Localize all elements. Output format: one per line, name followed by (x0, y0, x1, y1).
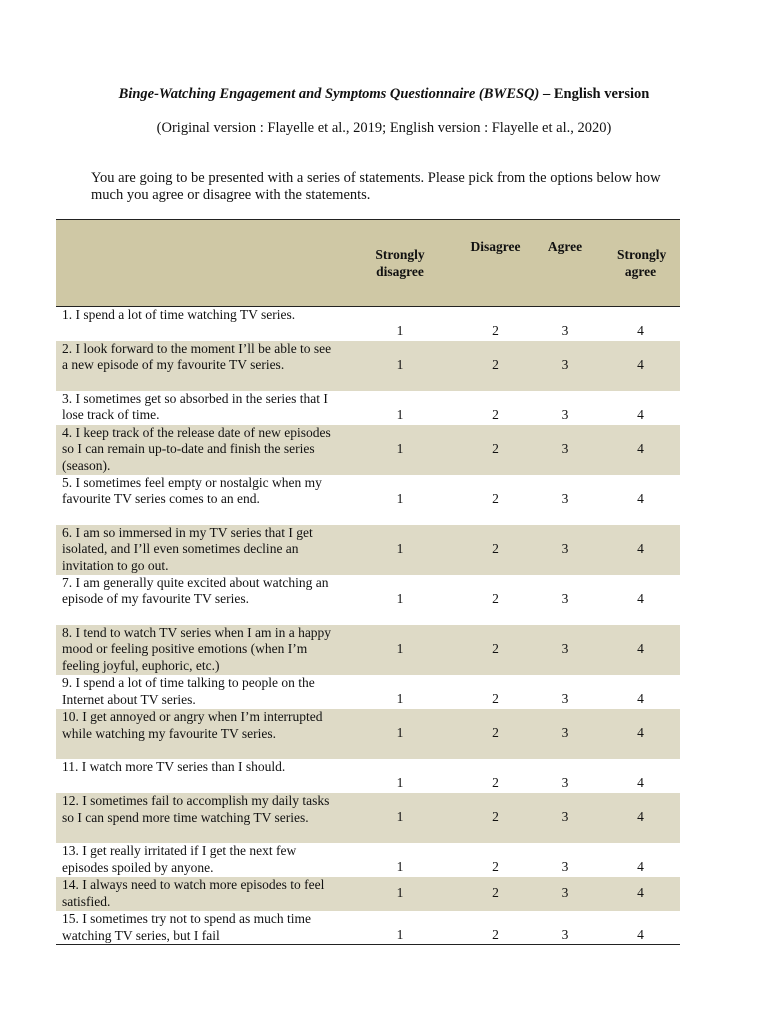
statement-text: 1. I spend a lot of time watching TV series. (62, 307, 296, 322)
instructions-paragraph: You are going to be presented with a series of statements. Please pick from the options below how much you agree or disagree with the statements. (91, 170, 661, 203)
response-option: 4 (637, 357, 644, 373)
response-option: 2 (492, 775, 499, 791)
table-header-row (56, 220, 680, 307)
table-row (56, 341, 680, 391)
statement-text: 12. I sometimes fail to accomplish my daily tasks so I can spend more time watching TV series. (62, 792, 330, 825)
response-option: 1 (396, 725, 404, 741)
response-option: 1 (396, 775, 404, 791)
response-option: 1 (396, 322, 404, 338)
response-option: 1 (396, 926, 404, 942)
response-option: 4 (637, 691, 644, 707)
response-option: 3 (561, 591, 569, 607)
response-option: 1 (396, 809, 404, 825)
table-row (56, 525, 680, 575)
response-option: 3 (561, 641, 569, 657)
response-option: 4 (637, 926, 644, 942)
response-option: 2 (492, 641, 499, 657)
response-option: 3 (561, 809, 569, 825)
response-option: 4 (637, 591, 644, 607)
statement-text: 5. I sometimes feel empty or nostalgic when my favourite TV series comes to an end. (62, 474, 322, 507)
statement-text: 2. I look forward to the moment I’ll be able to see a new episode of my favourite TV series. (62, 340, 332, 373)
statement-text: 3. I sometimes get so absorbed in the series that I lose track of time. (62, 390, 328, 423)
response-option: 4 (637, 885, 644, 901)
statement-text: 11. I watch more TV series than I should. (62, 758, 286, 774)
response-option: 2 (492, 691, 499, 707)
statement-text: 14. I always need to watch more episodes to feel satisfied. (62, 876, 325, 909)
response-option: 4 (637, 809, 644, 825)
table-row (56, 625, 680, 675)
table-row (56, 391, 680, 425)
response-option: 4 (637, 775, 644, 791)
column-header-strongly-disagree: Strongly disagree (375, 247, 425, 279)
response-option: 2 (492, 406, 499, 422)
table-row (56, 793, 680, 843)
column-header-disagree: Disagree (470, 239, 521, 254)
response-option: 3 (561, 357, 569, 373)
response-option: 3 (561, 926, 569, 942)
document-subtitle: (Original version : Flayelle et al., 2019; English version : Flayelle et al., 2020) (156, 120, 612, 136)
statement-text: 15. I sometimes try not to spend as much time watching TV series, but I fail (62, 910, 311, 943)
table-row (56, 475, 680, 525)
response-option: 4 (637, 491, 644, 507)
response-option: 3 (561, 541, 569, 557)
statement-text: 13. I get really irritated if I get the next few episodes spoiled by anyone. (62, 842, 297, 875)
questionnaire-table (56, 219, 680, 945)
statement-text: 7. I am generally quite excited about watching an episode of my favourite TV series. (62, 574, 329, 607)
statement-text: 6. I am so immersed in my TV series that I get isolated, and I’ll even sometimes decline an invitation to go out. (62, 524, 313, 574)
response-option: 3 (561, 725, 569, 741)
response-option: 2 (492, 441, 499, 457)
response-option: 2 (492, 809, 499, 825)
column-header-agree: Agree (547, 239, 583, 254)
response-option: 1 (396, 591, 404, 607)
response-option: 1 (396, 441, 404, 457)
statement-text: 8. I tend to watch TV series when I am in a happy mood or feeling positive emotions (when I’m feeling joyful, euphoric, etc.) (62, 624, 332, 674)
response-option: 3 (561, 859, 569, 875)
response-option: 2 (492, 725, 499, 741)
response-option: 2 (492, 591, 499, 607)
response-option: 2 (492, 491, 499, 507)
response-option: 4 (637, 441, 644, 457)
response-option: 2 (492, 885, 499, 901)
response-option: 1 (396, 491, 404, 507)
response-option: 3 (561, 491, 569, 507)
table-row (56, 843, 680, 877)
table-row (56, 575, 680, 625)
response-option: 4 (637, 725, 644, 741)
response-option: 3 (561, 322, 569, 338)
table-row (56, 759, 680, 793)
table-row (56, 709, 680, 759)
response-option: 4 (637, 641, 644, 657)
response-option: 1 (396, 541, 404, 557)
response-option: 1 (396, 691, 404, 707)
response-option: 1 (396, 859, 404, 875)
response-option: 1 (396, 406, 404, 422)
title-italic: Binge-Watching Engagement and Symptoms Questionnaire (BWESQ) (118, 86, 540, 102)
response-option: 3 (561, 691, 569, 707)
response-option: 4 (637, 322, 644, 338)
response-option: 2 (492, 322, 499, 338)
response-option: 2 (492, 926, 499, 942)
statement-text: 9. I spend a lot of time talking to people on the Internet about TV series. (62, 674, 315, 707)
document-title (0, 85, 768, 103)
statement-column-header (56, 220, 338, 307)
table-row (56, 877, 680, 911)
response-option: 4 (637, 859, 644, 875)
response-option: 3 (561, 885, 569, 901)
response-option: 3 (561, 406, 569, 422)
table-row (56, 675, 680, 709)
response-option: 3 (561, 775, 569, 791)
table-row (56, 425, 680, 475)
response-option: 4 (637, 406, 644, 422)
response-option: 3 (561, 441, 569, 457)
response-option: 4 (637, 541, 644, 557)
response-option: 1 (396, 357, 404, 373)
response-option: 2 (492, 541, 499, 557)
response-option: 1 (396, 885, 404, 901)
column-header-strongly-agree: Strongly agree (617, 247, 667, 279)
response-option: 2 (492, 859, 499, 875)
table-row (56, 307, 680, 341)
statement-text: 10. I get annoyed or angry when I’m interrupted while watching my favourite TV series. (62, 708, 323, 741)
statement-text: 4. I keep track of the release date of new episodes so I can remain up-to-date and finish the series (season). (62, 424, 331, 473)
response-option: 2 (492, 357, 499, 373)
table-row (56, 911, 680, 945)
response-option: 1 (396, 641, 404, 657)
title-suffix: – English version (539, 86, 650, 102)
